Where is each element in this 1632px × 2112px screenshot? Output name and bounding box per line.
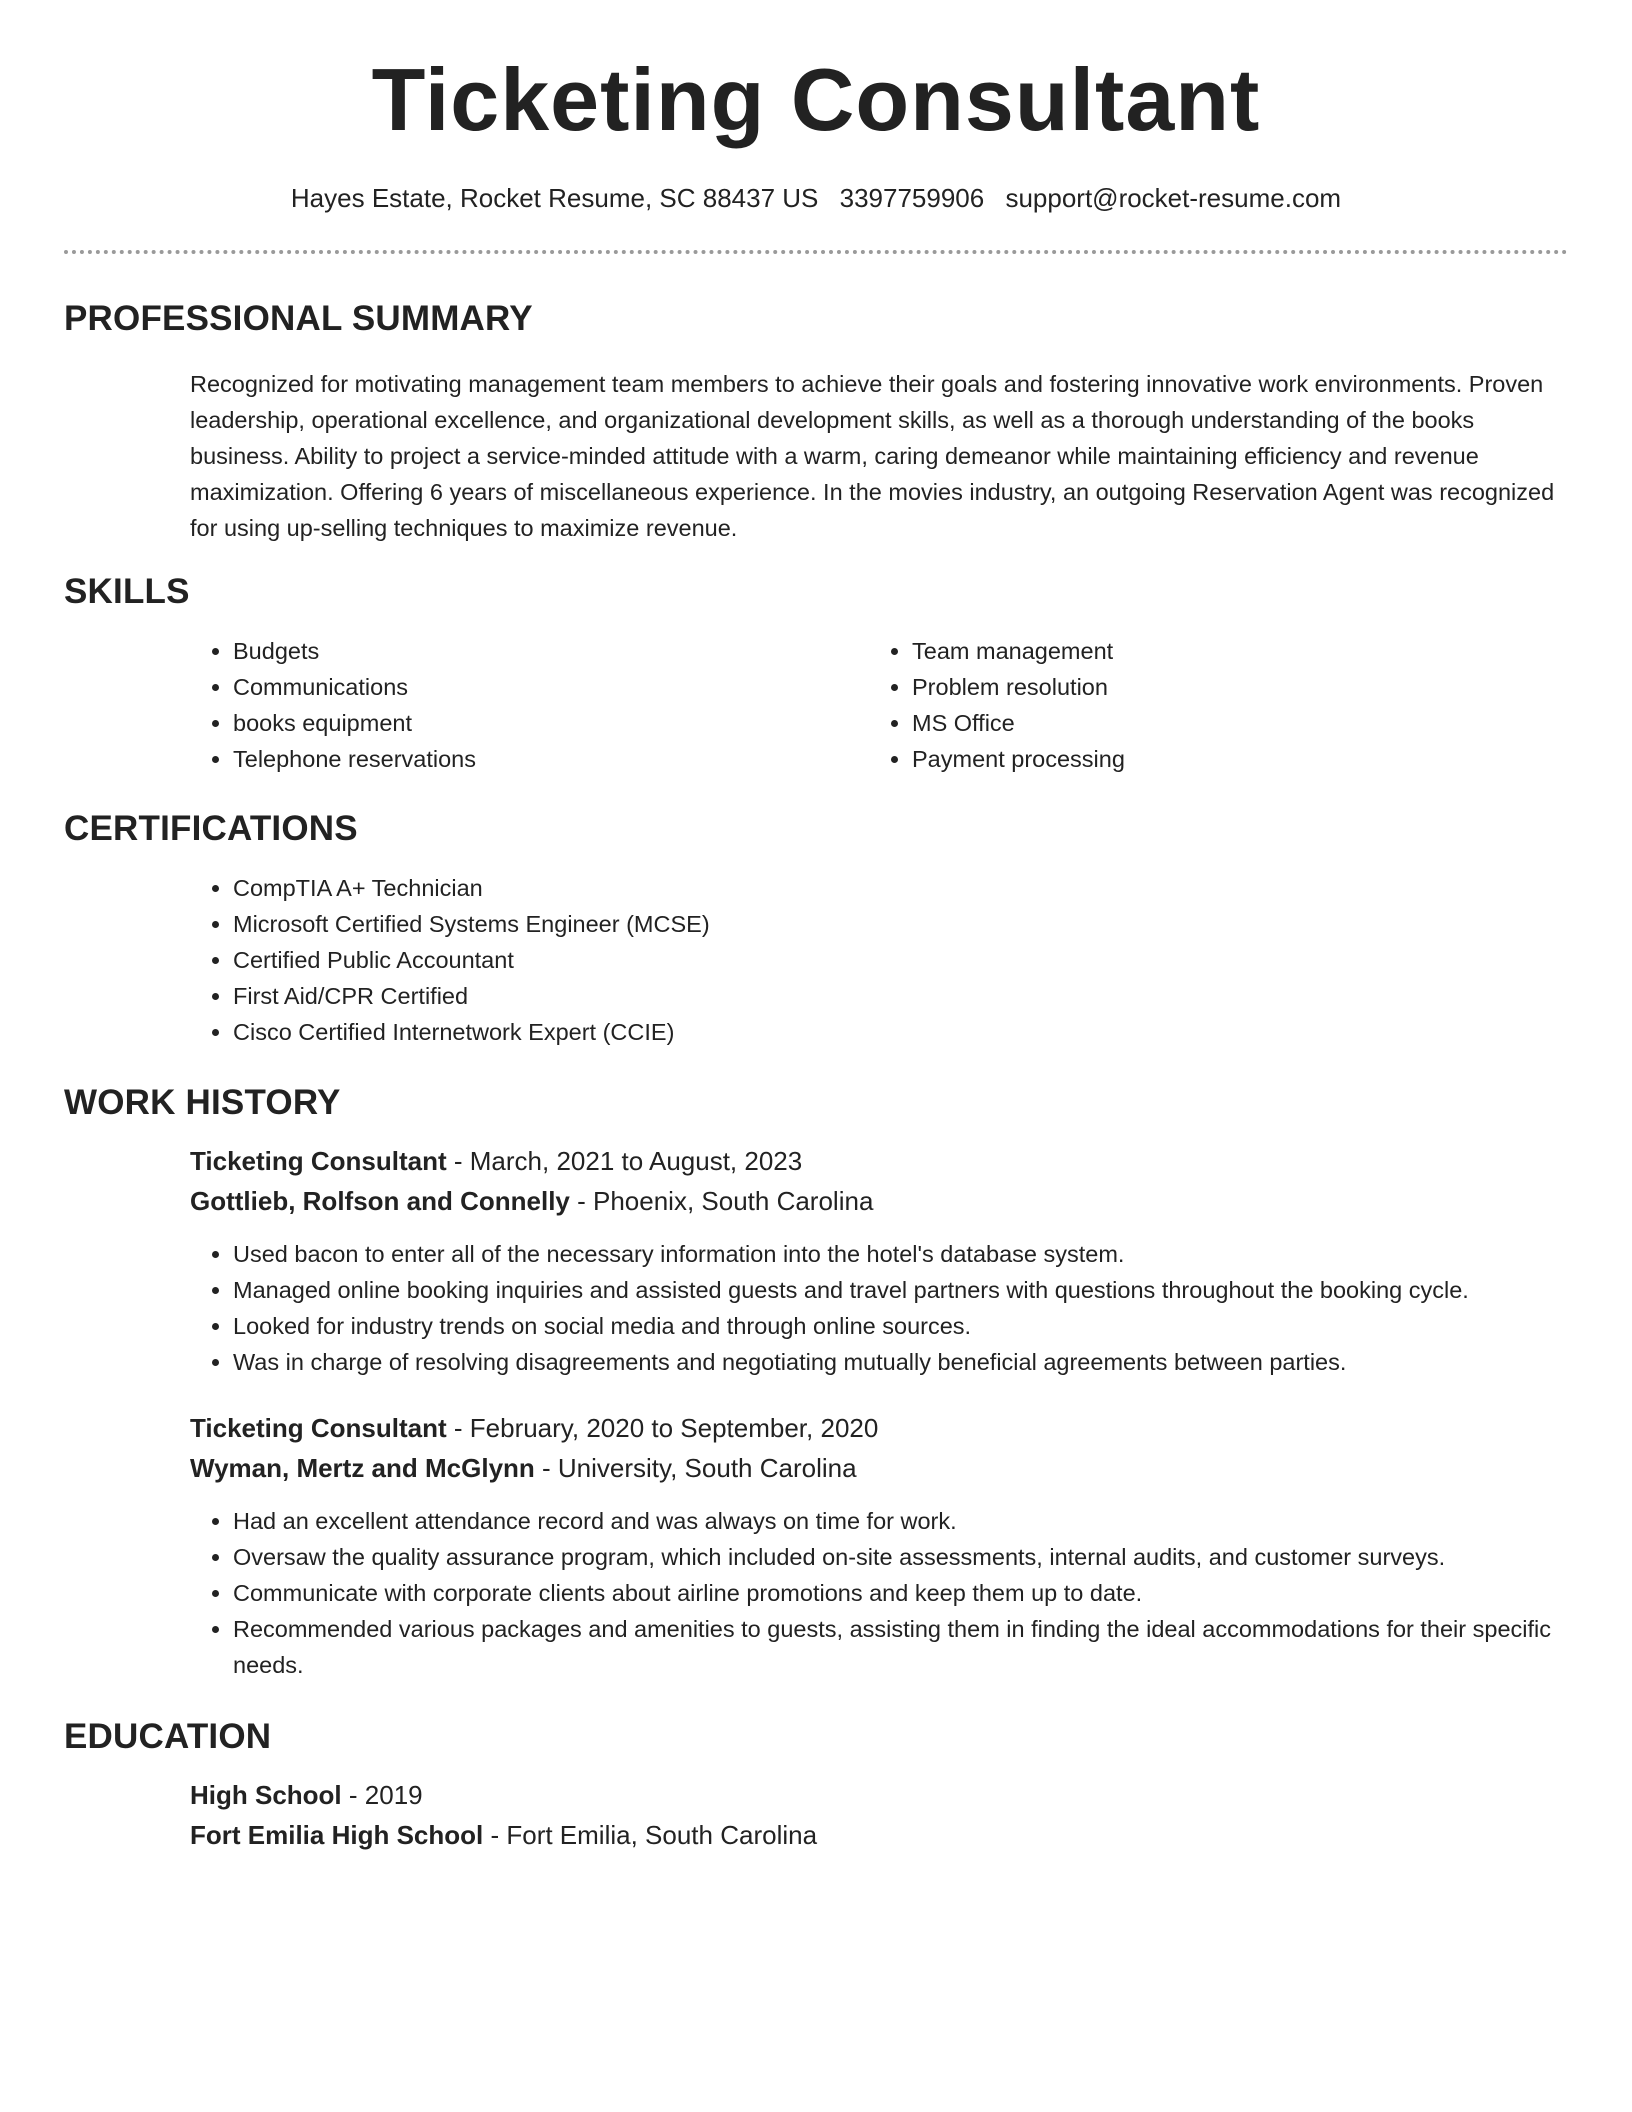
job-dates: - February, 2020 to September, 2020 bbox=[446, 1413, 879, 1443]
certifications-list bbox=[190, 870, 1613, 1050]
email: support@rocket-resume.com bbox=[1005, 183, 1342, 213]
education-degree: High School bbox=[190, 1780, 342, 1810]
summary-text: Recognized for motivating management team members to achieve their goals and fostering innovative work environments. Proven leadership, operational excellence, and organizational development skills, as well as a thorough understanding of the books business. Ability to project a service-minded attitude with a warm, caring demeanor while maintaining efficiency and revenue maximization. Offering 6 years of miscellaneous experience. In the movies industry, an outgoing Reservation Agent was recognized for using up-selling techniques to maximize revenue. bbox=[190, 371, 1555, 541]
header-divider bbox=[64, 250, 1568, 254]
job-title-line bbox=[190, 1411, 878, 1445]
address: Hayes Estate, Rocket Resume, SC 88437 US bbox=[290, 183, 819, 213]
contact-line bbox=[0, 182, 1632, 214]
job-bullets bbox=[190, 1503, 1613, 1683]
education-location: - Fort Emilia, South Carolina bbox=[483, 1820, 818, 1850]
list-item: • Problem resolution bbox=[912, 669, 1552, 705]
job-company: Gottlieb, Rolfson and Connelly bbox=[190, 1186, 570, 1216]
education-school: Fort Emilia High School bbox=[190, 1820, 484, 1850]
list-item: • Payment processing bbox=[912, 741, 1552, 777]
job-bullets bbox=[190, 1236, 1632, 1380]
list-item: • First Aid/CPR Certified bbox=[233, 978, 1613, 1014]
list-item: • Budgets bbox=[233, 633, 853, 669]
list-item: • Communications bbox=[233, 669, 853, 705]
job-location: - University, South Carolina bbox=[534, 1453, 857, 1483]
list-item: • MS Office bbox=[912, 705, 1552, 741]
list-item: • Managed online booking inquiries and assisted guests and travel partners with questions throughout the booking cycle. bbox=[233, 1272, 1632, 1308]
job-location: - Phoenix, South Carolina bbox=[569, 1186, 874, 1216]
education-year: - 2019 bbox=[341, 1780, 423, 1810]
skills-heading: SKILLS bbox=[64, 572, 190, 611]
job-role: Ticketing Consultant bbox=[190, 1146, 447, 1176]
list-item: • books equipment bbox=[233, 705, 853, 741]
education-school-line bbox=[190, 1818, 817, 1852]
job-dates: - March, 2021 to August, 2023 bbox=[446, 1146, 803, 1176]
list-item: • Telephone reservations bbox=[233, 741, 853, 777]
list-item: • Communicate with corporate clients about airline promotions and keep them up to date. bbox=[233, 1575, 1613, 1611]
list-item: • Recommended various packages and amenities to guests, assisting them in finding the ideal accommodations for their specific needs. bbox=[233, 1611, 1613, 1683]
list-item: • Cisco Certified Internetwork Expert (CCIE) bbox=[233, 1014, 1613, 1050]
list-item: • Was in charge of resolving disagreements and negotiating mutually beneficial agreements between parties. bbox=[233, 1344, 1632, 1380]
candidate-name: Ticketing Consultant bbox=[371, 50, 1261, 149]
skills-list-left bbox=[190, 633, 853, 777]
summary-heading: PROFESSIONAL SUMMARY bbox=[64, 299, 533, 338]
list-item: • Used bacon to enter all of the necessary information into the hotel's database system. bbox=[233, 1236, 1632, 1272]
list-item: • Team management bbox=[912, 633, 1552, 669]
phone: 3397759906 bbox=[839, 183, 985, 213]
job-role: Ticketing Consultant bbox=[190, 1413, 447, 1443]
work-history-heading: WORK HISTORY bbox=[64, 1083, 341, 1122]
list-item: • Oversaw the quality assurance program, which included on-site assessments, internal audits, and customer surveys. bbox=[233, 1539, 1613, 1575]
list-item: • Had an excellent attendance record and was always on time for work. bbox=[233, 1503, 1613, 1539]
job-company-line bbox=[190, 1184, 873, 1218]
list-item: • CompTIA A+ Technician bbox=[233, 870, 1613, 906]
job-company: Wyman, Mertz and McGlynn bbox=[190, 1453, 535, 1483]
skills-list-right bbox=[869, 633, 1552, 777]
education-degree-line bbox=[190, 1778, 423, 1812]
job-company-line bbox=[190, 1451, 857, 1485]
list-item: • Certified Public Accountant bbox=[233, 942, 1613, 978]
job-title-line bbox=[190, 1144, 802, 1178]
list-item: • Microsoft Certified Systems Engineer (MCSE) bbox=[233, 906, 1613, 942]
certifications-heading: CERTIFICATIONS bbox=[64, 809, 358, 848]
education-heading: EDUCATION bbox=[64, 1717, 272, 1756]
list-item: • Looked for industry trends on social media and through online sources. bbox=[233, 1308, 1632, 1344]
